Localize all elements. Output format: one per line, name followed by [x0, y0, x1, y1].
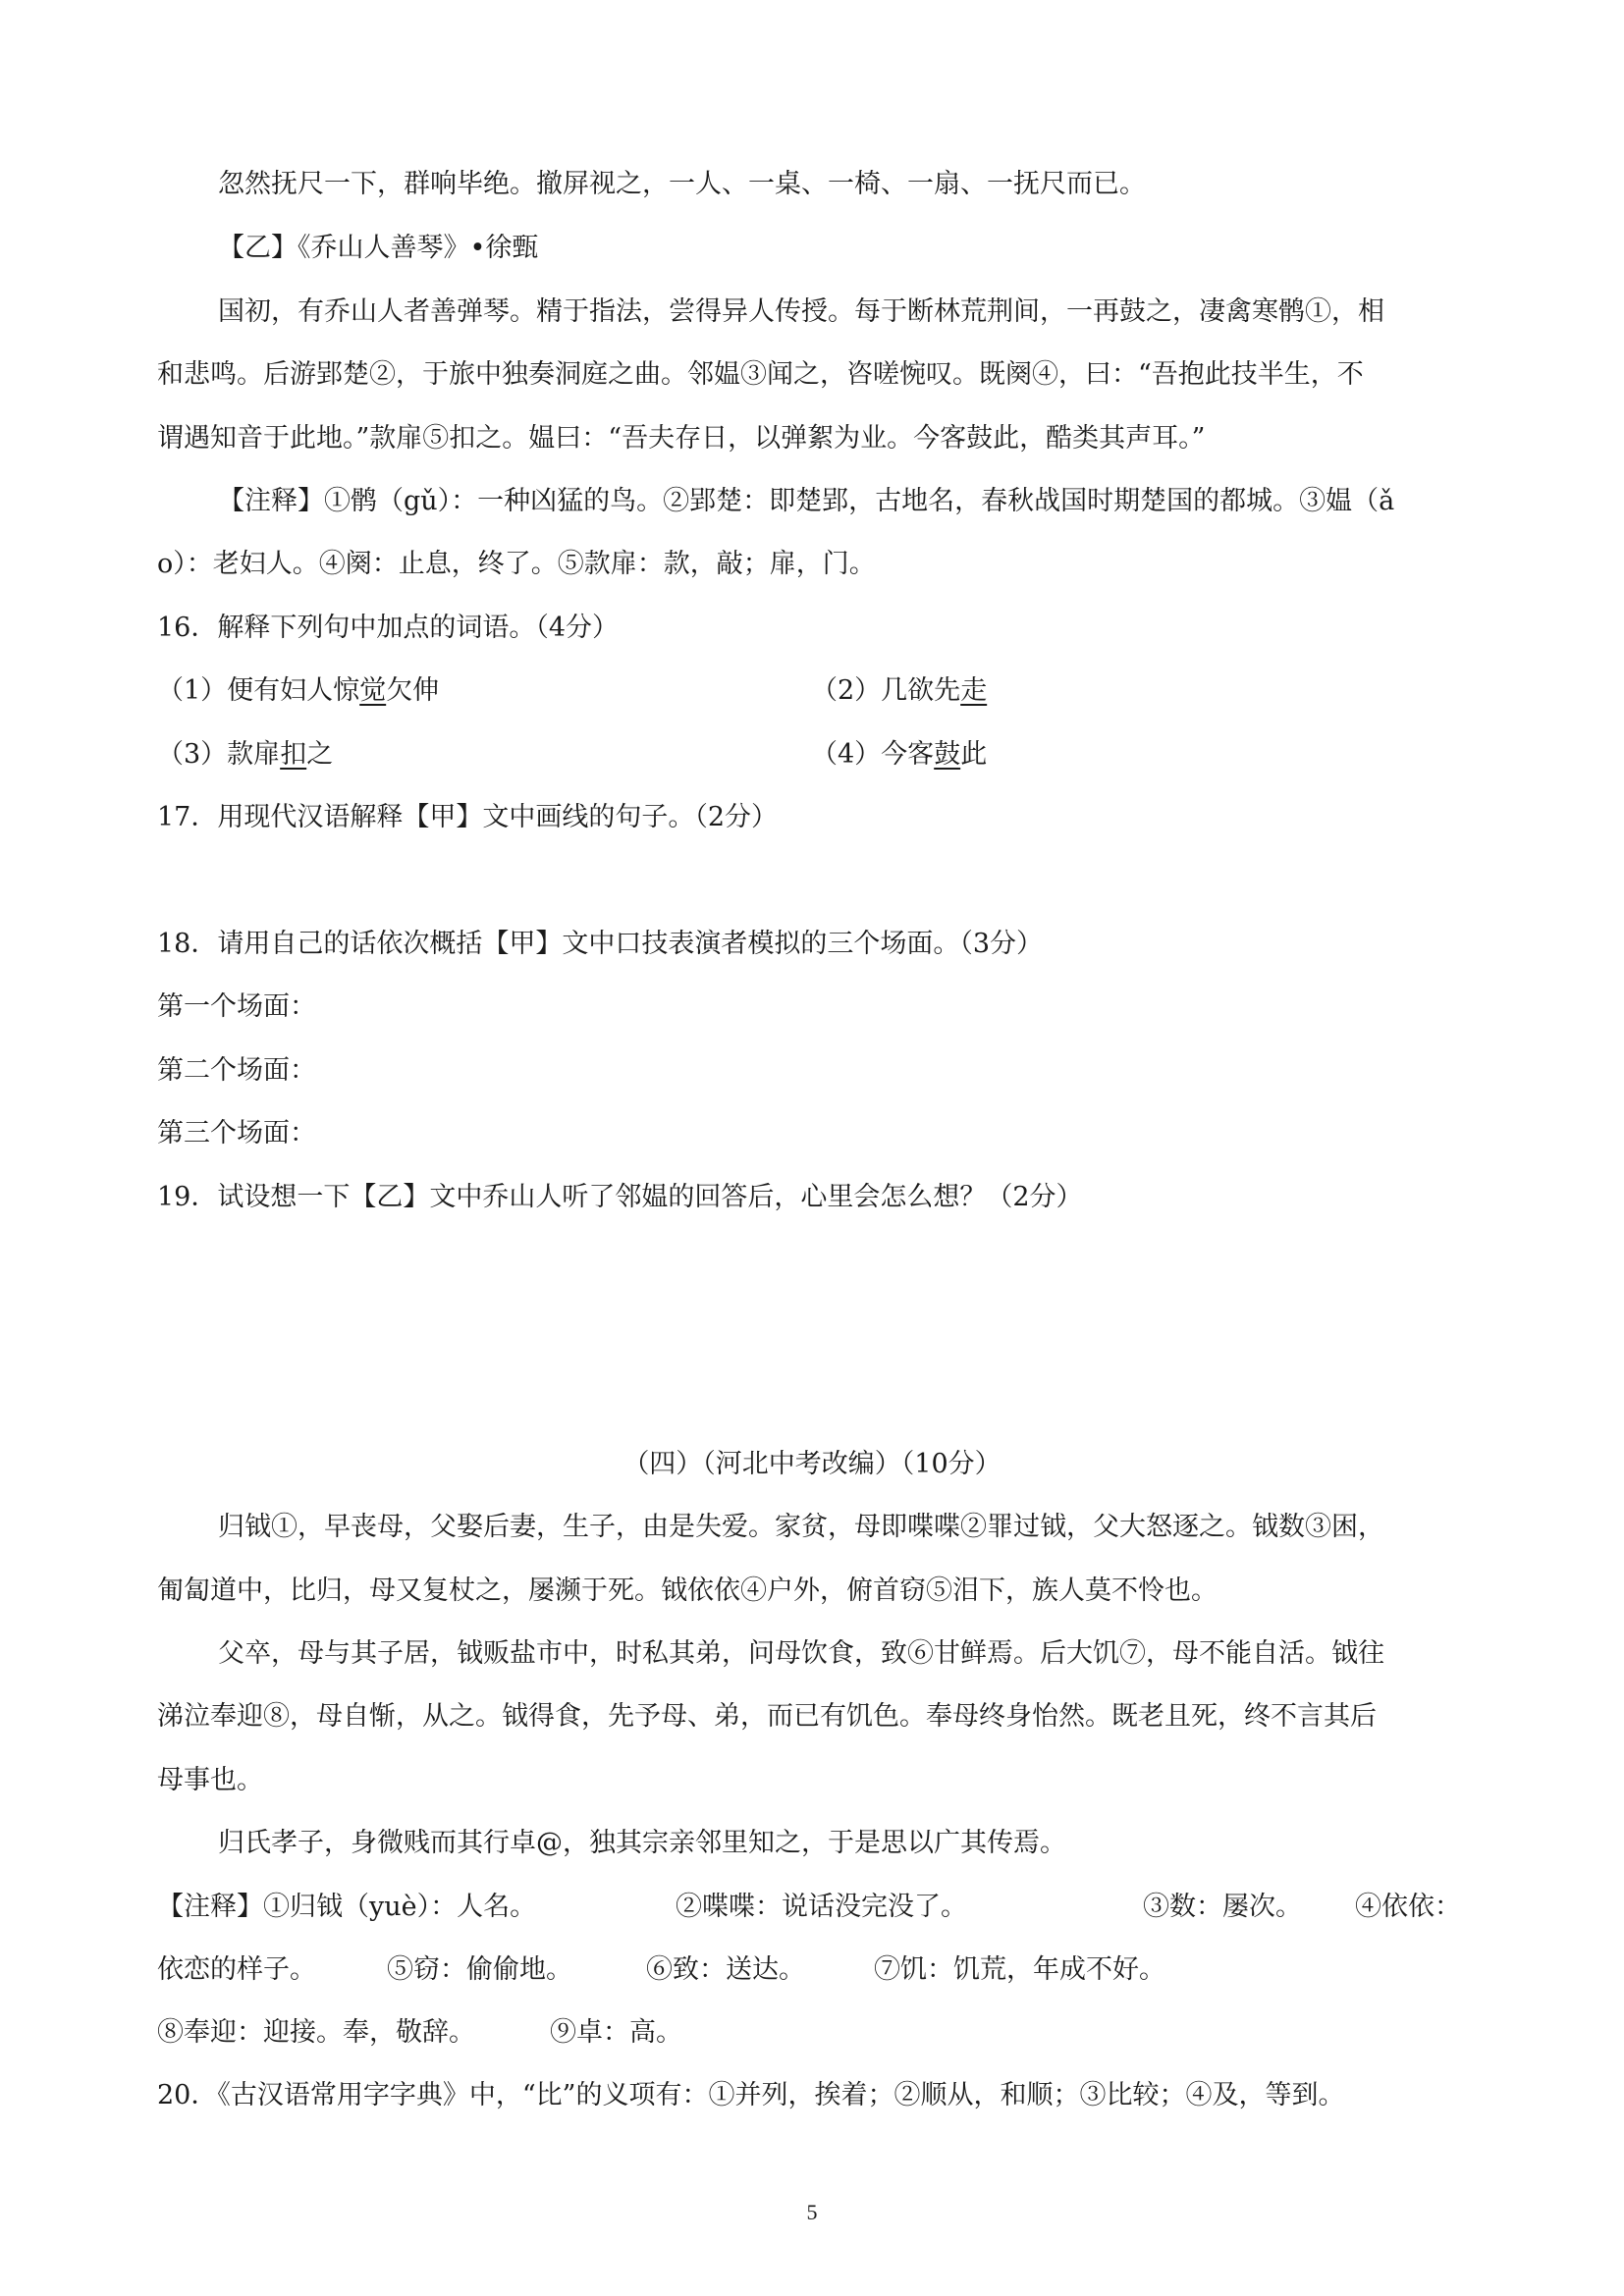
- question-20: 20．《古汉语常用字字典》中，“比”的义项有：①并列，挨着；②顺从，和顺；③比较；④及，等到。: [157, 2080, 1345, 2110]
- annotation-four-item: ⑤窃：偷偷地。: [387, 1954, 572, 1985]
- question-17: 17．用现代汉语解释【甲】文中画线的句子。（2分）: [157, 802, 779, 832]
- passage-four-line: 涕泣奉迎⑧，母自惭，从之。钺得食，先予母、弟，而已有饥色。奉母终身怡然。既老且死，终不言其后: [157, 1701, 1377, 1732]
- passage-four-line: 匍匐道中，比归，母又复杖之，屡濒于死。钺依依④户外，俯首窃⑤泪下，族人莫不怜也。: [157, 1575, 1218, 1606]
- annotation-four-item: ⑨卓：高。: [550, 2017, 682, 2048]
- page-number: 5: [806, 2200, 818, 2224]
- passage-yi-line: 谓遇知音于此地。”款扉⑤扣之。媪曰：“吾夫存日，以弹絮为业。今客鼓此，酷类其声耳。”: [157, 423, 1206, 454]
- annotation-yi-line: o）：老妇人。④阕：止息，终了。⑤款扉：款，敲；扉，门。: [157, 549, 876, 579]
- annotation-four-item: ④依依：: [1355, 1892, 1461, 1922]
- annotation-four-item: ⑥致：送达。: [646, 1954, 805, 1985]
- section-four-heading: （四）（河北中考改编）（10分）: [623, 1449, 1001, 1479]
- scene-1-label: 第一个场面：: [157, 991, 316, 1022]
- passage-four-line: 归钺①，早丧母，父娶后妻，生子，由是失爱。家贫，母即喋喋②罪过钺，父大怒逐之。钺数③困，: [218, 1512, 1384, 1542]
- annotation-four-item: ⑦饥：饥荒，年成不好。: [874, 1954, 1165, 1985]
- annotation-four-item: ②喋喋：说话没完没了。: [676, 1892, 967, 1922]
- question-18: 18．请用自己的话依次概括【甲】文中口技表演者模拟的三个场面。（3分）: [157, 929, 1044, 959]
- passage-yi-heading: 【乙】《乔山人善琴》•徐甄: [218, 233, 539, 263]
- scene-2-label: 第二个场面：: [157, 1055, 316, 1086]
- q16-item-1: （1）便有妇人惊觉欠伸: [157, 675, 440, 706]
- annotation-four-item: 依恋的样子。: [157, 1954, 316, 1985]
- annotation-four-item: 【注释】①归钺（yuè）：人名。: [157, 1892, 537, 1922]
- passage-yi-line: 国初，有乔山人者善弹琴。精于指法，尝得异人传授。每于断林荒荆间，一再鼓之，凄禽寒鹘①，相: [218, 296, 1384, 327]
- annotation-yi-line: 【注释】①鹘（gǔ）：一种凶猛的鸟。②郢楚：即楚郢，古地名，春秋战国时期楚国的都城。③媪（ǎ: [218, 486, 1395, 516]
- q16-item-3: （3）款扉扣之: [157, 739, 334, 770]
- annotation-four-item: ③数：屡次。: [1143, 1892, 1302, 1922]
- passage-four-line: 父卒，母与其子居，钺贩盐市中，时私其弟，问母饮食，致⑥甘鲜焉。后大饥⑦，母不能自活。钺往: [218, 1638, 1384, 1669]
- q16-item-2: （2）几欲先走: [811, 675, 988, 706]
- annotation-four-item: ⑧奉迎：迎接。奉，敬辞。: [157, 2017, 475, 2048]
- passage-jia-closing-line: 忽然抚尺一下，群响毕绝。撤屏视之，一人、一桌、一椅、一扇、一抚尺而已。: [218, 169, 1146, 199]
- question-16: 16．解释下列句中加点的词语。（4分）: [157, 613, 620, 643]
- question-19: 19．试设想一下【乙】文中乔山人听了邻媪的回答后，心里会怎么想？（2分）: [157, 1182, 1083, 1212]
- q16-item-4: （4）今客鼓此: [811, 739, 988, 770]
- passage-four-line: 归氏孝子，身微贱而其行卓@，独其宗亲邻里知之，于是思以广其传焉。: [218, 1828, 1066, 1858]
- passage-four-line: 母事也。: [157, 1765, 263, 1795]
- scene-3-label: 第三个场面：: [157, 1118, 316, 1148]
- passage-yi-line: 和悲鸣。后游郢楚②，于旅中独奏洞庭之曲。邻媪③闻之，咨嗟惋叹。既阕④，曰：“吾抱此技半生，不: [157, 359, 1364, 390]
